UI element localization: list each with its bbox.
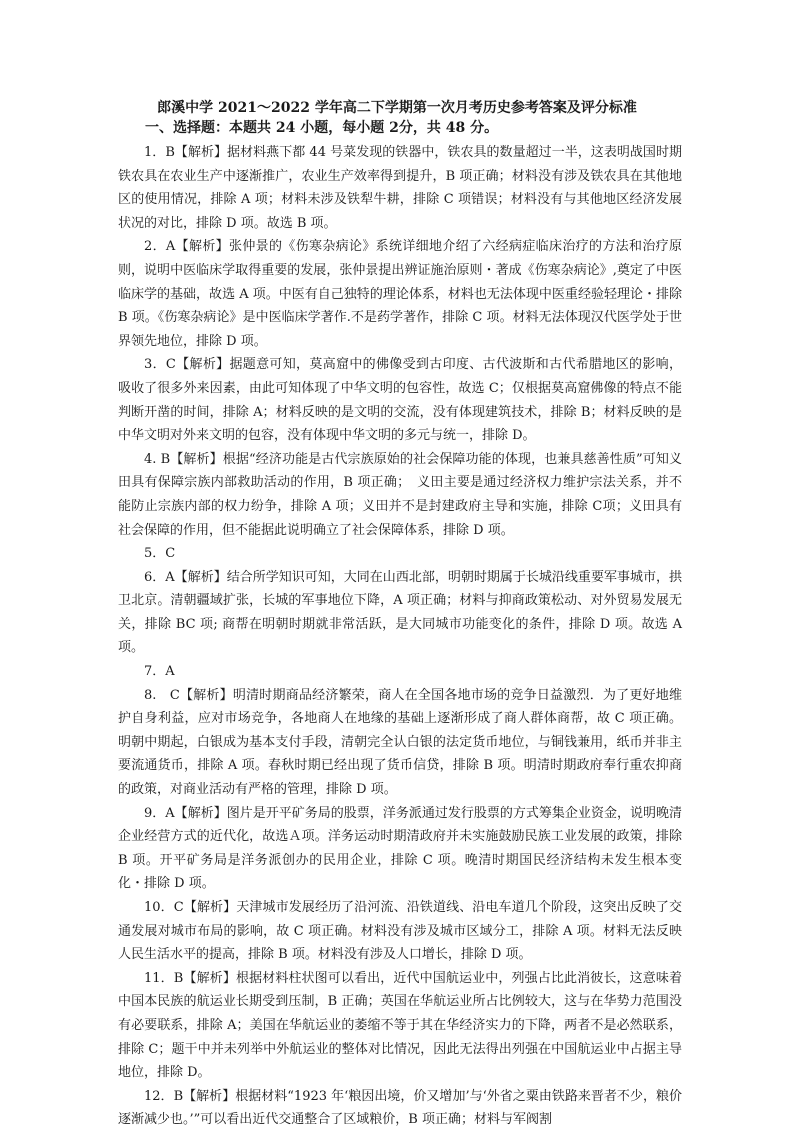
- answer-item-8: 8. C【解析】明清时期商品经济繁荣，商人在全国各地市场的竞争日益激烈．为了更好地维护自身利益，应对市场竞争，各地商人在地缘的基础上逐渐形成了商人群体商帮，故 C 项正确。明朝中期起，白银成为基本支付手段，清朝完全认白银的法定货币地位，与铜钱兼用，纸币并非主要流通货币，排除 A 项。春秋时期已经出现了货币信贷，排除 B 项。明清时期政府奉行重农抑商的政策，对商业活动有严格的管理，排除 D 项。: [118, 687, 682, 798]
- answer-item-2: 2．A【解析】张仲景的《伤寒杂病论》系统详细地介绍了六经病症临床治疗的方法和治疗原则，说明中医临床学取得重要的发展，张仲景提出辨证施治原则・著成《伤寒杂病论》,奠定了中医临床学的基础，故选 A 项。中医有自己独特的理论体系，材料也无法体现中医重经验轻理论・排除 B 项。《伤寒杂病论》是中医临床学著作.不是药学著作，排除 C 项。材料无法体现汉代医学处于世界领先地位，排除 D 项。: [118, 239, 682, 349]
- answer-item-11: 11．B【解析】根据材料柱状图可以看出，近代中国航运业中，列强占比此消彼长，这意味着中国本民族的航运业长期受到压制，B 正确；英国在华航运业所占比例较大，这与在华势力范围没有必要联系，排除 A；美国在华航运业的萎缩不等于其在华经济实力的下降，两者不是必然联系，排除 C；题干中并未列举中外航运业的整体对比情况，因此无法得出列强在中国航运业中占据主导地位，排除 D。: [118, 970, 682, 1081]
- document-title: 郎溪中学 2021～2022 学年高二下学期第一次月考历史参考答案及评分标准: [157, 100, 637, 116]
- answer-item-3: 3．C【解析】据题意可知，莫高窟中的佛像受到古印度、古代波斯和古代希腊地区的影响，吸收了很多外来因素，由此可知体现了中华文明的包容性，故选 C；仅根据莫高窟佛像的特点不能判断开凿的时间，排除 A；材料反映的是文明的交流，没有体现建筑技术，排除 B；材料反映的是中华文明对外来文明的包容，没有体现中华文明的多元与统一，排除 D。: [118, 357, 682, 444]
- answer-item-6: 6．A【解析】结合所学知识可知，大同在山西北部，明朝时期属于长城沿线重要军事城市，拱卫北京。清朝疆域扩张，长城的军事地位下降，A 项正确；材料与抑商政策松动、对外贸易发展无关，排除 BC 项; 商帮在明朝时期就非常活跃，是大同城市功能变化的条件，排除 D 项。故选 A 项。: [118, 569, 682, 656]
- answer-item-4: 4. B【解析】根据“经济功能是古代宗族原始的社会保障功能的体现，也兼具慈善性质”可知义田具有保障宗族内部救助活动的作用，B 项正确； 义田主要是通过经济权力维护宗法关系，并不能防止宗族内部的权力纷争，排除 A 项；义田并不是封建政府主导和实施，排除 C项；义田具有社会保障的作用，但不能据此说明确立了社会保障体系，排除 D 项。: [118, 451, 682, 538]
- section-heading: 一、选择题：本题共 24 小题，每小题 2分，共 48 分。: [145, 120, 499, 136]
- answer-item-9: 9．A【解析】图片是开平矿务局的股票，洋务派通过发行股票的方式筹集企业资金，说明晚清企业经营方式的近代化，故选Ａ项。洋务运动时期清政府并未实施鼓励民族工业发展的政策，排除 B 项。开平矿务局是洋务派创办的民用企业，排除 C 项。晚清时期国民经济结构未发生根本变化・排除 D 项。: [118, 805, 682, 892]
- answer-item-5: 5．C: [144, 546, 176, 562]
- answer-item-1: 1．B【解析】据材料燕下都 44 号菜发现的铁器中，铁农具的数量超过一半，这表明战国时期铁农具在农业生产中逐渐推广，农业生产效率得到提升，B 项正确；材料没有涉及铁农具在其他地区的使用情况，排除 A 项；材料未涉及铁犁牛耕，排除 C 项错误；材料没有与其他地区经济发展状况的对比，排除 D 项。故选 B 项。: [118, 145, 682, 231]
- answer-list: [118, 141, 682, 1132]
- answer-item-12: 12．B【解析】根据材料“1923 年‘粮因出境，价又增加’与‘外省之粟由铁路来晋者不少，粮价逐渐减少也。’”可以看出近代交通整合了区域粮价，B 项正确；材料与军阀割: [118, 1088, 682, 1128]
- answer-item-7: 7．A: [144, 664, 175, 680]
- answer-item-10: 10．C【解析】天津城市发展经历了沿河流、沿铁道线、沿电车道几个阶段，这突出反映了交通发展对城市布局的影响，故 C 项正确。材料没有涉及城市区域分工，排除 A 项。材料无法反映人民生活水平的提高，排除 B 项。材料没有涉及人口增长，排除 D 项。: [118, 900, 682, 963]
